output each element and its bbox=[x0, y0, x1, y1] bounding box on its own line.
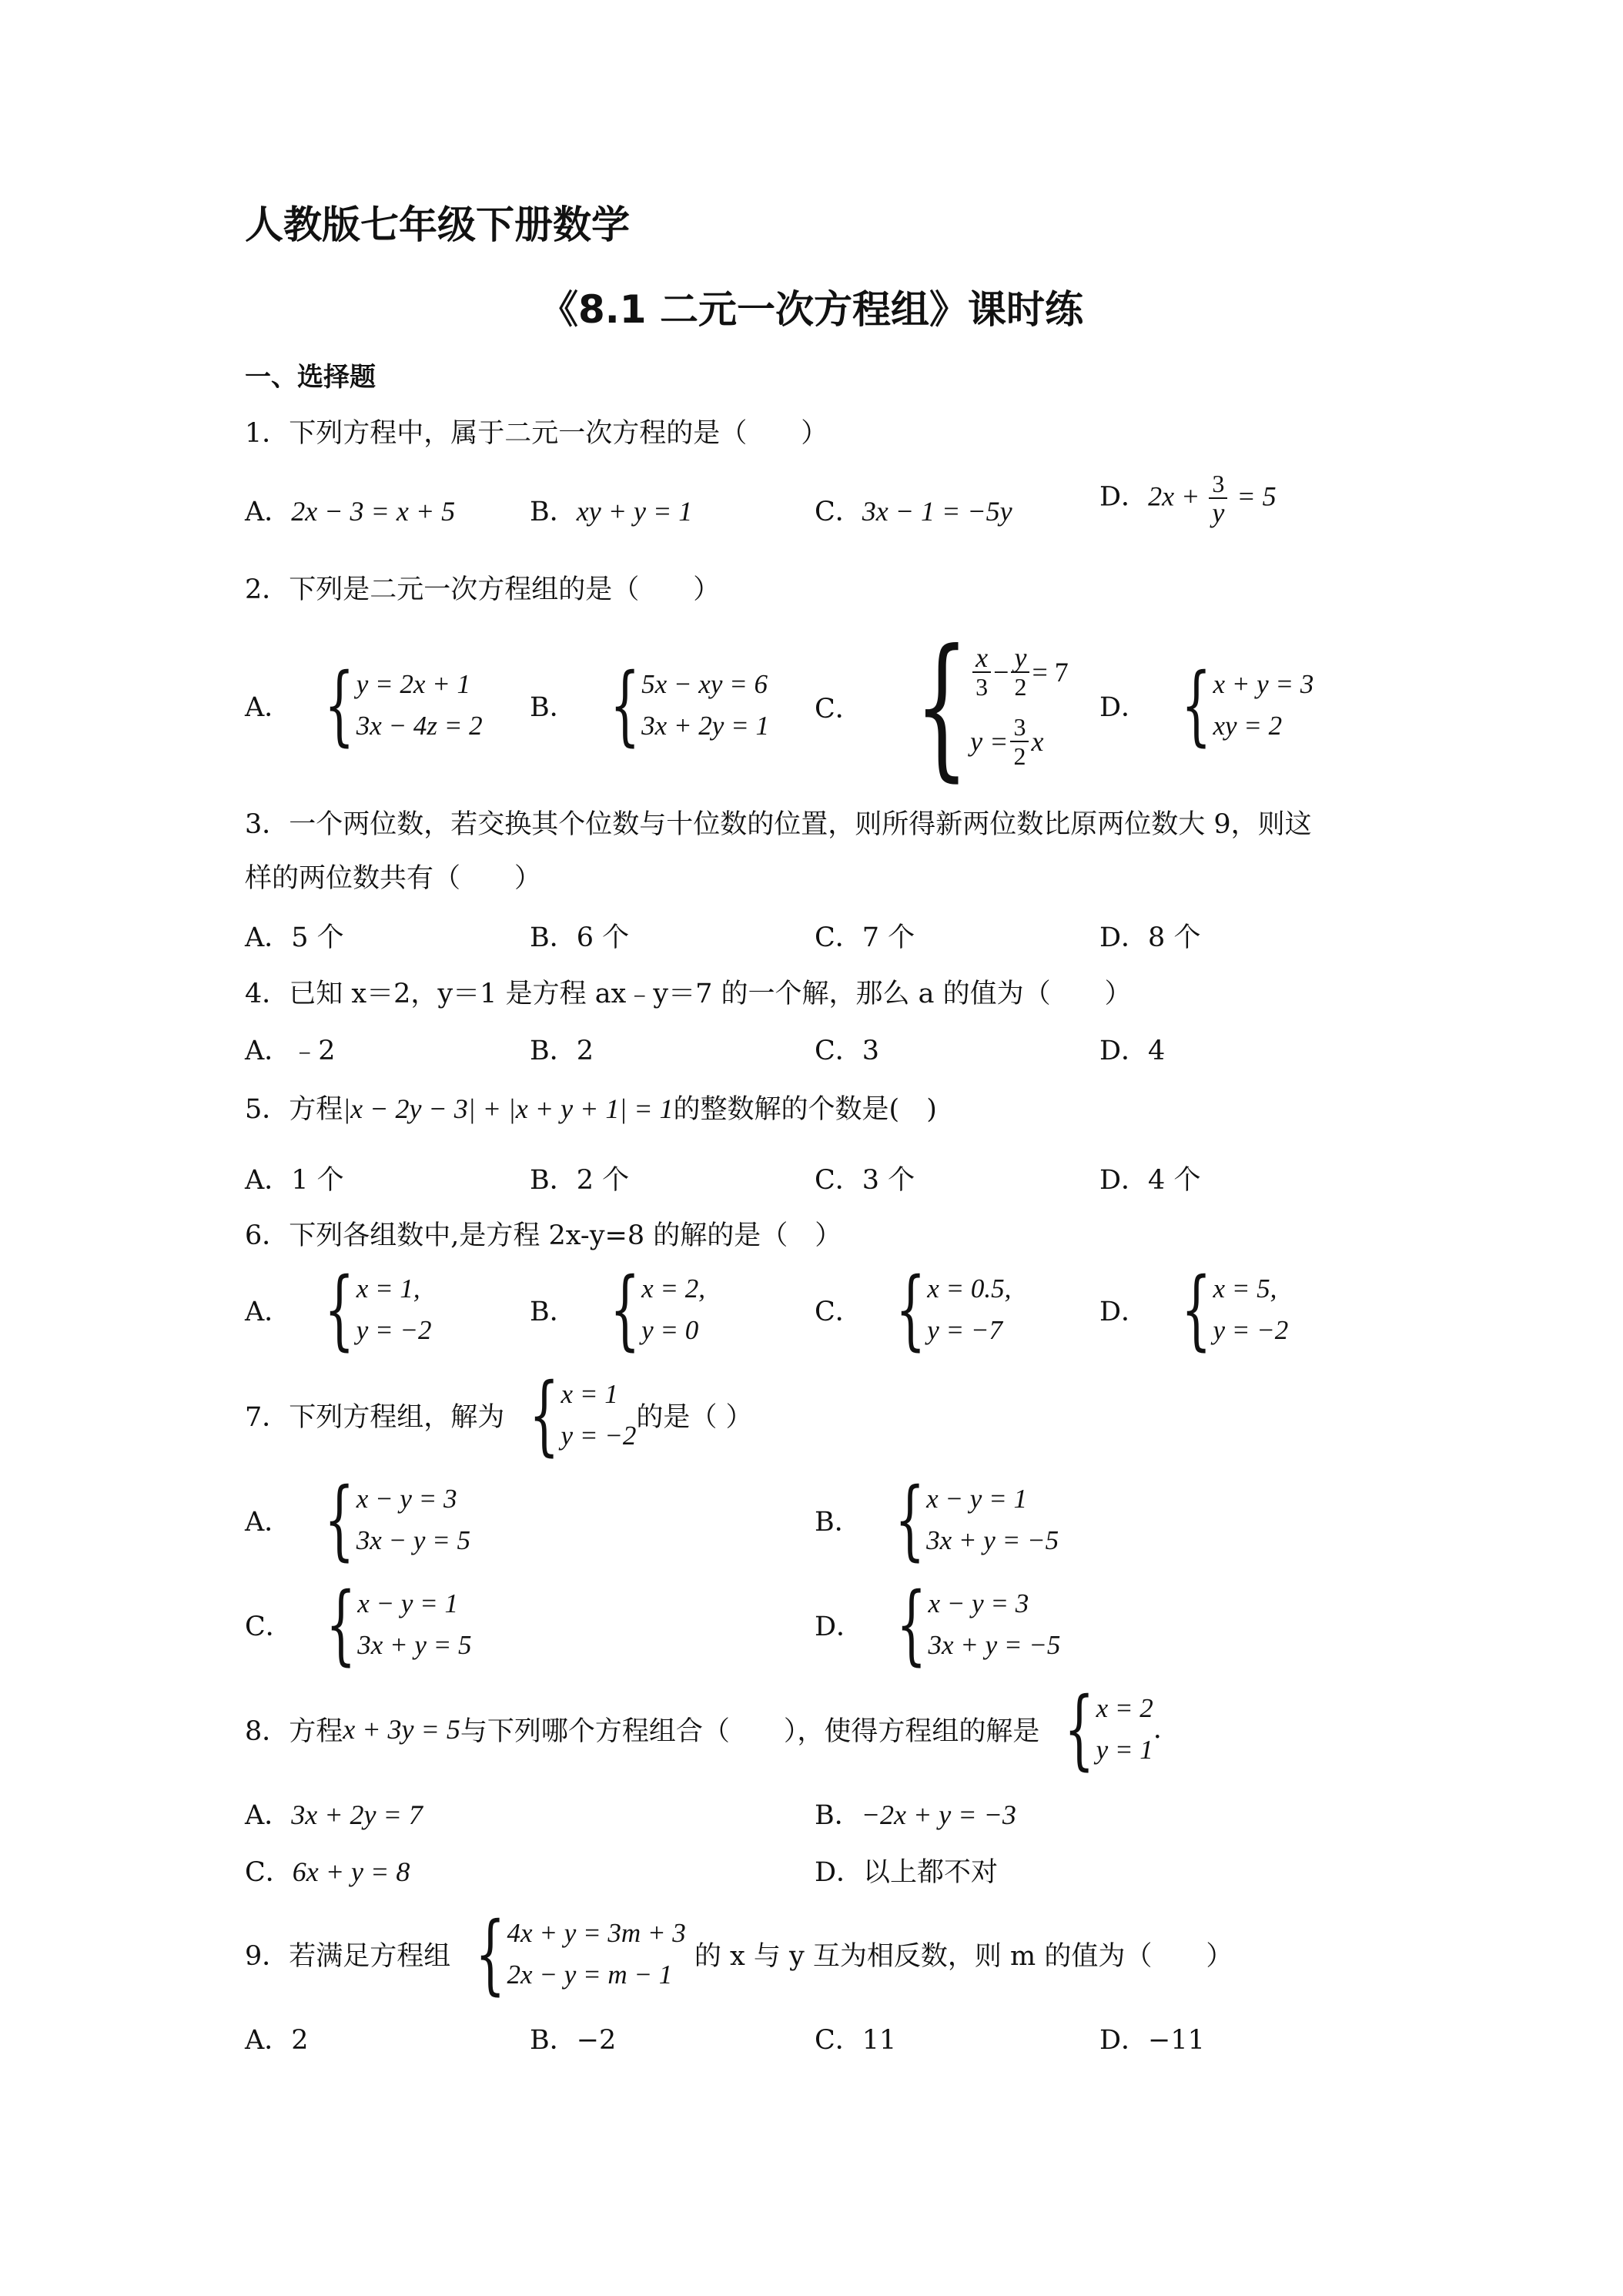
question-8-option-c: C．6x + y = 8 bbox=[245, 1856, 410, 1888]
question-2-stem: 2．下列是二元一次方程组的是（ ） bbox=[245, 574, 721, 605]
question-5-option-b: B．2 个 bbox=[530, 1165, 630, 1196]
question-8-option-b: B．−2x + y = −3 bbox=[815, 1799, 1016, 1831]
question-1-option-c: C．3x − 1 = −5y bbox=[815, 496, 1012, 527]
question-3-stem-line-1: 3．一个两位数，若交换其个位数与十位数的位置，则所得新两位数比原两位数大 9，则这 bbox=[245, 809, 1312, 840]
question-3-option-d: D．8 个 bbox=[1099, 922, 1201, 953]
question-9-option-c: C．11 bbox=[815, 2025, 897, 2056]
question-9-stem: 9．若满足方程组 { 4x + y = 3m + 3 2x − y = m − 1 的 x 与 y 互为相反数，则 m 的值为（ ） bbox=[245, 1904, 1233, 2004]
question-4-option-d: D．4 bbox=[1099, 1036, 1166, 1066]
question-5-option-c: C．3 个 bbox=[815, 1165, 915, 1196]
question-3-option-c: C．7 个 bbox=[815, 922, 915, 953]
question-1-option-a: A．2x − 3 = x + 5 bbox=[245, 496, 456, 527]
question-7-option-c: C． { x − y = 1 3x + y = 5 bbox=[245, 1575, 472, 1675]
question-6-option-d: D． { x = 5, y = −2 bbox=[1099, 1260, 1289, 1360]
question-6-option-a: A． { x = 1, y = −2 bbox=[245, 1260, 432, 1360]
question-4-option-c: C．3 bbox=[815, 1036, 880, 1066]
question-2-option-b: B． { 5x − xy = 6 3x + 2y = 1 bbox=[530, 655, 769, 755]
question-1-stem: 1．下列方程中，属于二元一次方程的是（ ） bbox=[245, 418, 828, 449]
question-2-option-a: A． { y = 2x + 1 3x − 4z = 2 bbox=[245, 655, 483, 755]
question-9-option-a: A．2 bbox=[245, 2025, 309, 2056]
question-6-option-c: C． { x = 0.5, y = −7 bbox=[815, 1260, 1012, 1360]
question-7-option-d: D． { x − y = 3 3x + y = −5 bbox=[815, 1575, 1061, 1675]
page-title: 人教版七年级下册数学 bbox=[245, 202, 630, 247]
lesson-title: 《8.1 二元一次方程组》课时练 bbox=[540, 287, 1083, 332]
question-1-option-d: D．2x + $\frac{3}{y}$ = 5 bbox=[1099, 470, 1277, 528]
question-5-stem: 5．方程|x − 2y − 3| + |x + y + 1| = 1的整数解的个数是( ) bbox=[245, 1093, 937, 1125]
question-8-option-a: A．3x + 2y = 7 bbox=[245, 1799, 423, 1831]
question-3-option-b: B．6 个 bbox=[530, 922, 630, 953]
question-3-option-a: A．5 个 bbox=[245, 922, 344, 953]
question-2-option-c: C． { $\frac{x}{3}$ − $\frac{y}{2}$ = 7 y = $\frac{3}{2}$ x bbox=[815, 617, 1069, 796]
question-5-option-d: D．4 个 bbox=[1099, 1165, 1201, 1196]
question-5-option-a: A．1 个 bbox=[245, 1165, 344, 1196]
section-heading: 一、选择题 bbox=[245, 362, 376, 393]
question-6-stem: 6．下列各组数中,是方程 2x-y=8 的解的是（ ） bbox=[245, 1220, 842, 1251]
question-2-option-d: D． { x + y = 3 xy = 2 bbox=[1099, 655, 1314, 755]
question-6-option-b: B． { x = 2, y = 0 bbox=[530, 1260, 706, 1360]
question-7-option-b: B． { x − y = 1 3x + y = −5 bbox=[815, 1470, 1059, 1570]
question-3-stem-line-2: 样的两位数共有（ ） bbox=[245, 863, 542, 894]
question-4-stem: 4．已知 x＝2，y＝1 是方程 ax﹣y＝7 的一个解，那么 a 的值为（ ） bbox=[245, 979, 1132, 1009]
question-4-option-b: B．2 bbox=[530, 1036, 594, 1066]
question-4-option-a: A．﹣2 bbox=[245, 1036, 336, 1066]
question-9-option-b: B．−2 bbox=[530, 2025, 617, 2056]
question-8-option-d: D．以上都不对 bbox=[815, 1857, 999, 1888]
question-8-stem: 8．方程x + 3y = 5与下列哪个方程组合（ ），使得方程组的解是 { x = 2 y = 1 . bbox=[245, 1679, 1162, 1779]
question-7-stem: 7．下列方程组，解为 { x = 1 y = −2 的是（ ） bbox=[245, 1365, 753, 1465]
question-1-option-b: B．xy + y = 1 bbox=[530, 496, 693, 527]
question-9-option-d: D．−11 bbox=[1099, 2025, 1205, 2056]
question-7-option-a: A． { x − y = 3 3x − y = 5 bbox=[245, 1470, 470, 1570]
